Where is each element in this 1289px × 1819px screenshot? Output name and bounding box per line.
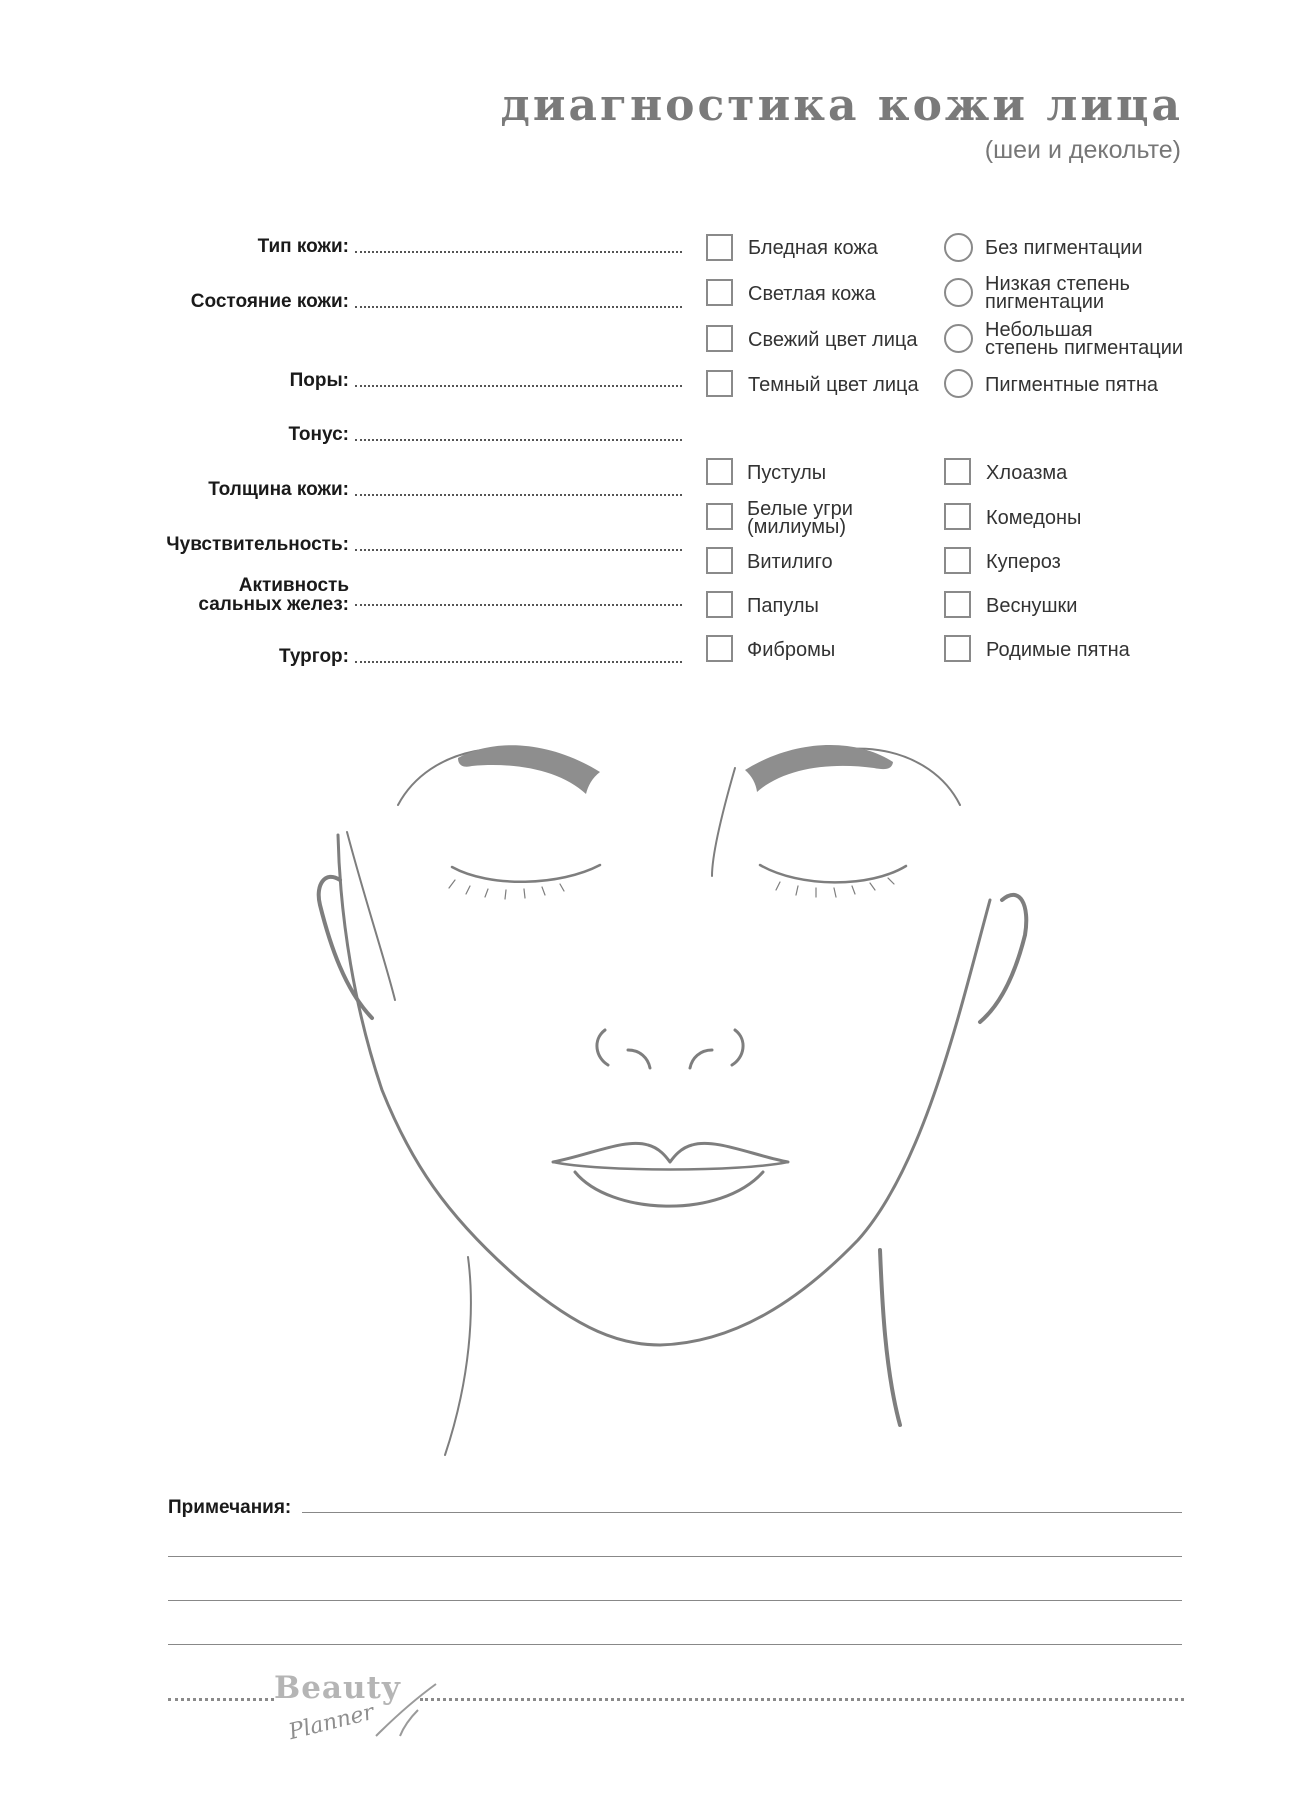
option-label-birthmarks: Родимые пятна — [986, 639, 1130, 661]
right-eye — [760, 865, 906, 882]
page-subtitle: (шеи и декольте) — [984, 136, 1181, 164]
option-label-pale-skin: Бледная кожа — [748, 237, 878, 259]
option-label-pustules: Пустулы — [747, 462, 827, 484]
field-label-skin-type: Тип кожи: — [257, 236, 349, 257]
brand-script: Planner — [286, 1699, 377, 1746]
left-ear — [319, 877, 372, 1018]
brand-logo — [270, 1670, 438, 1754]
right-brow-nose-line — [712, 768, 735, 876]
page-title: диагностика кожи лица — [500, 80, 1183, 131]
option-label-light-skin: Светлая кожа — [748, 283, 876, 305]
option-label-no-pigmentation: Без пигментации — [985, 237, 1143, 259]
option-label-pigment-spots: Пигментные пятна — [985, 374, 1159, 396]
option-label-comedones: Комедоны — [986, 507, 1082, 529]
option-label-low-pigmentation: Низкая степень пигментации — [985, 273, 1130, 313]
neck-left — [445, 1257, 471, 1455]
option-label-papules: Папулы — [747, 595, 819, 617]
option-label-freckles: Веснушки — [986, 595, 1078, 617]
option-label-couperose: Купероз — [986, 551, 1061, 573]
field-label-sensitivity: Чувствительность: — [166, 534, 349, 555]
notes-line-3[interactable] — [168, 1600, 1182, 1601]
left-eye — [452, 865, 600, 882]
footer-divider-right — [420, 1698, 1184, 1701]
right-eyebrow — [745, 745, 893, 792]
field-label-skin-thickness: Толщина кожи: — [208, 479, 349, 500]
lower-lip — [575, 1172, 763, 1206]
notes-line-4[interactable] — [168, 1644, 1182, 1645]
option-label-chloasma: Хлоазма — [986, 462, 1068, 484]
option-label-vitiligo: Витилиго — [747, 551, 833, 573]
brand-swash-icon — [370, 1680, 440, 1744]
notes-label: Примечания: — [168, 1497, 292, 1518]
field-label-pores: Поры: — [289, 370, 349, 391]
field-label-skin-condition: Состояние кожи: — [190, 291, 349, 312]
left-eyebrow — [458, 745, 600, 794]
option-label-slight-pigmentation: Небольшая степень пигментации — [985, 319, 1184, 359]
neck-right — [880, 1250, 900, 1425]
nose-right-wing — [732, 1030, 743, 1065]
option-label-dark-complexion: Темный цвет лица — [748, 374, 919, 396]
left-brow-nose-line — [347, 832, 395, 1000]
left-lashes — [449, 880, 564, 899]
nose-left-wing — [597, 1030, 608, 1065]
notes-line-1[interactable] — [302, 1512, 1182, 1513]
nose-right-nostril — [690, 1050, 712, 1068]
right-lashes — [776, 878, 894, 897]
option-label-fibromas: Фибромы — [747, 639, 836, 661]
brand-main: Beauty — [274, 1670, 401, 1706]
field-label-turgor: Тургор: — [278, 646, 349, 667]
option-label-milia: Белые угри (милиумы) — [747, 498, 853, 538]
footer-divider-left — [168, 1698, 274, 1701]
option-label-fresh-complexion: Свежий цвет лица — [748, 329, 918, 351]
upper-lip — [553, 1143, 788, 1162]
field-label-tone: Тонус: — [288, 424, 349, 445]
field-label-sebaceous-activity: Активность сальных желез: — [198, 575, 349, 615]
nose-left-nostril — [628, 1050, 650, 1068]
face-contour — [338, 835, 990, 1345]
notes-line-2[interactable] — [168, 1556, 1182, 1557]
